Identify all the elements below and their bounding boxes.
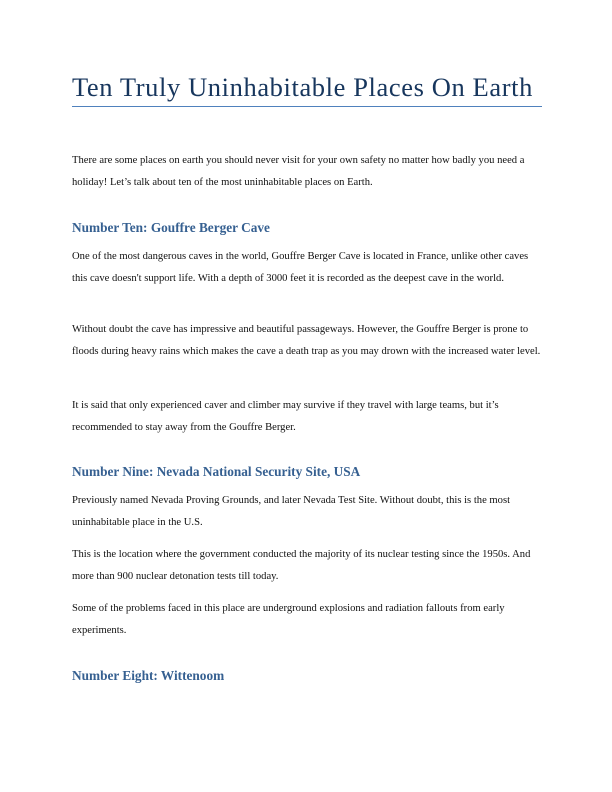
- section-ten-paragraph-3: It is said that only experienced caver and climber may survive if they travel with large teams, but it’s recommended to stay away from the Gouffre Berger.: [72, 400, 499, 433]
- section-nine-paragraph-1: Previously named Nevada Proving Grounds, and later Nevada Test Site. Without doubt, this is the most uninhabitable place in the U.S.: [72, 495, 511, 528]
- section-heading-number-nine: Number Nine: Nevada National Security Site, USA: [72, 464, 361, 479]
- section-nine-paragraph-2: This is the location where the government conducted the majority of its nuclear testing since the 1950s. And more than 900 nuclear detonation tests till today.: [72, 549, 531, 582]
- title-underline: [72, 106, 542, 107]
- intro-paragraph: There are some places on earth you should never visit for your own safety no matter how badly you need a holiday! Let’s talk about ten of the most uninhabitable places on Earth.: [72, 155, 525, 188]
- document-title: Ten Truly Uninhabitable Places On Earth: [72, 72, 533, 102]
- section-heading-number-eight: Number Eight: Wittenoom: [72, 668, 225, 683]
- section-heading-number-ten: Number Ten: Gouffre Berger Cave: [72, 220, 270, 235]
- section-ten-paragraph-2: Without doubt the cave has impressive and beautiful passageways. However, the Gouffre Berger is prone to floods during heavy rains which makes the cave a death trap as you may drown with the increased water level.: [72, 324, 541, 357]
- section-ten-paragraph-1: One of the most dangerous caves in the world, Gouffre Berger Cave is located in France, unlike other caves this cave doesn't support life. With a depth of 3000 feet it is recorded as the deepest cave in the world.: [72, 251, 529, 284]
- section-nine-paragraph-3: Some of the problems faced in this place are underground explosions and radiation fallouts from early experiments.: [72, 603, 505, 636]
